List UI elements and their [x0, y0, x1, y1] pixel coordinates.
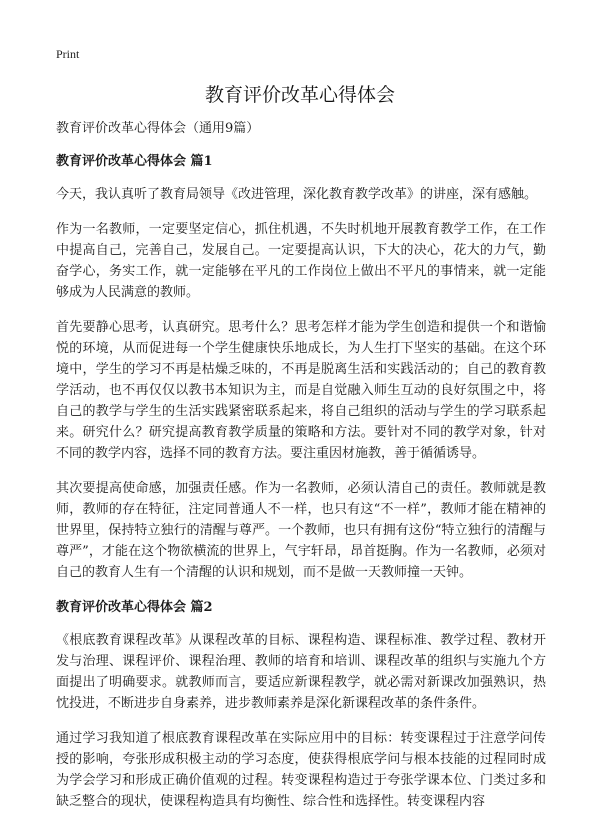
section-heading: 教育评价改革心得体会 篇2 — [56, 600, 213, 615]
body-paragraph: 其次要提高使命感，加强责任感。作为一名教师，必须认清自己的责任。教师就是教师，教师的存在特征，注定同普通人不一样，也只有这“不一样”，教师才能在精神的世界里，保持特立独行的清醒与尊严。一个教师，也只有拥有这份“特立独行的清醒与尊严”，才能在这个物欲横流的世界上，气宇轩昂，昂首挺胸。作为一名教师，必须对自己的教育人生有一个清醒的认识和规划，而不是做一天教师撞一天钟。 — [56, 481, 546, 580]
body-paragraph: 今天，我认真听了教育局领导《改进管理，深化教育教学改革》的讲座，深有感触。 — [56, 187, 538, 202]
article-section — [56, 151, 546, 583]
sections-container — [56, 151, 546, 812]
section-heading: 教育评价改革心得体会 篇1 — [56, 154, 213, 169]
document-subtitle: 教育评价改革心得体会（通用9篇） — [56, 121, 260, 136]
document-body — [56, 118, 546, 826]
body-paragraph: 通过学习我知道了根底教育课程改革在实际应用中的目标：转变课程过于注意学问传授的影响，夸张形成积极主动的学习态度，使获得根底学问与根本技能的过程同时成为学会学习和形成正确价值观的过程。转变课程构造过于夸张学课本位、门类过多和缺乏整合的现状，使课程构造具有均衡性、综合性和选择性。转变课程内容 — [56, 731, 546, 809]
print-link[interactable]: Print — [56, 47, 80, 61]
body-paragraph: 作为一名教师，一定要坚定信心，抓住机遇，不失时机地开展教育教学工作，在工作中提高自己，完善自己，发展自己。一定要提高认识，下大的决心，花大的力气，勤奋学心，务实工作，就一定能够在平凡的工作岗位上做出不平凡的事情来，就一定能够成为人民满意的教师。 — [56, 222, 546, 300]
document-title: 教育评价改革心得体会 — [204, 84, 395, 106]
body-paragraph: 《根底教育课程改革》从课程改革的目标、课程构造、课程标准、教学过程、教材开发与治理、课程评价、课程治理、教师的培育和培训、课程改革的组织与实施九个方面提出了明确要求。就教师而言，要适应新课程教学，就必需对新课改加强熟识，热忱投进，不断进步自身素养，进步教师素养是深化新课程改革的条件条件。 — [56, 633, 546, 711]
body-paragraph: 首先要静心思考，认真研究。思考什么？思考怎样才能为学生创造和提供一个和谐愉悦的环境，从而促进每一个学生健康快乐地成长，为人生打下坚实的基础。在这个环境中，学生的学习不再是枯燥乏味的，不再是脱离生活和实践活动的；自己的教育教学活动，也不再仅仅以教书本知识为主，而是自觉融入师生互动的良好氛围之中，将自己的教学与学生的生活实践紧密联系起来，将自己组织的活动与学生的学习联系起来。研究什么？研究提高教育教学质量的策略和方法。要针对不同的教学对象，针对不同的教学内容，选择不同的教育方法。要注重因材施教，善于循循诱导。 — [56, 320, 546, 461]
article-section — [56, 597, 546, 812]
